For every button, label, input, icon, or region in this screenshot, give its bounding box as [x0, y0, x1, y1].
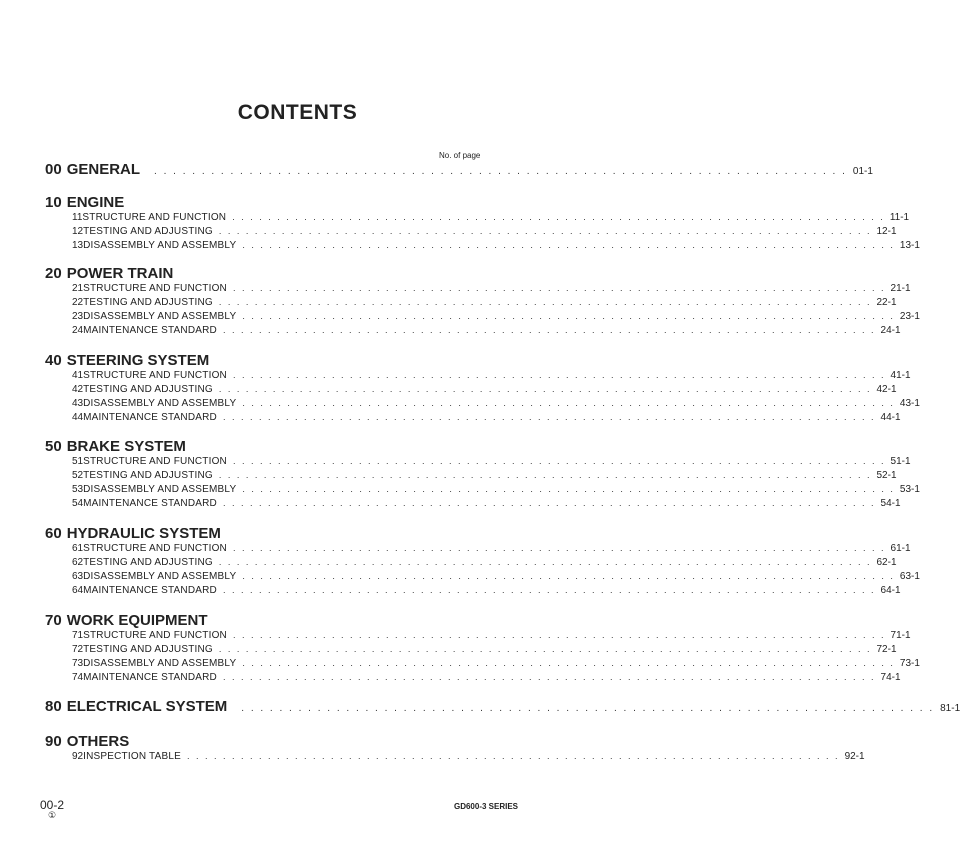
- entry-label: DISASSEMBLY AND ASSEMBLY: [83, 484, 237, 495]
- toc-entry: [72, 557, 897, 571]
- leader-dots: . . . . . . . . . . . . . . . . . . . . . . . . . . . . . . . . . . . . . . . . . . . . . . . . . . . . . . . . . . . . . . . . . . . . . . . . .: [218, 226, 872, 236]
- entry-label: DISASSEMBLY AND ASSEMBLY: [83, 240, 237, 251]
- section-heading: [45, 352, 490, 372]
- section-page: 81-1: [940, 703, 960, 714]
- entry-label: TESTING AND ADJUSTING: [83, 297, 213, 308]
- entry-number: 64: [72, 585, 84, 596]
- section-title: STEERING SYSTEM: [66, 352, 210, 369]
- footer-page-number: [40, 798, 64, 821]
- entry-page: 43-1: [899, 398, 920, 409]
- toc-entry: [72, 212, 910, 226]
- leader-dots: . . . . . . . . . . . . . . . . . . . . . . . . . . . . . . . . . . . . . . . . . . . . . . . . . . . . . . . . . . . . . . . . . . . . . . . . .: [218, 297, 872, 307]
- entry-label: STRUCTURE AND FUNCTION: [83, 630, 227, 641]
- page-title: CONTENTS: [237, 101, 358, 124]
- leader-dots: . . . . . . . . . . . . . . . . . . . . . . . . . . . . . . . . . . . . . . . . . . . . . . . . . . . . . . . . . . . . . . . . . . . . . . . . .: [232, 283, 886, 293]
- entry-label: MAINTENANCE STANDARD: [83, 585, 217, 596]
- section-title: BRAKE SYSTEM: [66, 438, 186, 455]
- leader-dots: . . . . . . . . . . . . . . . . . . . . . . . . . . . . . . . . . . . . . . . . . . . . . . . . . . . . . . . . . . . . . . . . . . . . . . . . .: [242, 571, 895, 581]
- section-number: 80: [45, 698, 62, 715]
- entry-number: 13: [72, 240, 84, 251]
- page-column-header: No. of page: [439, 151, 481, 160]
- leader-dots: . . . . . . . . . . . . . . . . . . . . . . . . . . . . . . . . . . . . . . . . . . . . . . . . . . . . . . . . . . . . . . . . . . . . . . . . .: [242, 240, 895, 250]
- entry-page: 11-1: [889, 212, 910, 223]
- toc-entry: [72, 325, 901, 339]
- leader-dots: . . . . . . . . . . . . . . . . . . . . . . . . . . . . . . . . . . . . . . . . . . . . . . . . . . . . . . . . . . . . . . . . . . . . . . . . .: [232, 630, 886, 640]
- section-heading: [45, 161, 873, 181]
- entry-label: STRUCTURE AND FUNCTION: [83, 370, 227, 381]
- section-heading: [45, 698, 960, 718]
- section-heading: [45, 525, 490, 545]
- entry-label: MAINTENANCE STANDARD: [83, 498, 217, 509]
- toc-entry: [72, 498, 901, 512]
- section-number: 00: [45, 161, 62, 178]
- entry-label: TESTING AND ADJUSTING: [83, 384, 213, 395]
- entry-number: 22: [72, 297, 84, 308]
- leader-dots: . . . . . . . . . . . . . . . . . . . . . . . . . . . . . . . . . . . . . . . . . . . . . . . . . . . . . . . . . . . . . . . . . . . . . . . . .: [218, 644, 872, 654]
- section-title: ELECTRICAL SYSTEM: [66, 698, 228, 715]
- toc-entry: [72, 543, 911, 557]
- toc-entry: [72, 226, 897, 240]
- leader-dots: . . . . . . . . . . . . . . . . . . . . . . . . . . . . . . . . . . . . . . . . . . . . . . . . . . . . . . . . . . . . . . . . . . . . . . . . .: [232, 456, 886, 466]
- leader-dots: . . . . . . . . . . . . . . . . . . . . . . . . . . . . . . . . . . . . . . . . . . . . . . . . . . . . . . . . . . . . . . . . . . . . . . . . .: [222, 412, 876, 422]
- section-page: 01-1: [852, 166, 873, 177]
- leader-dots: . . . . . . . . . . . . . . . . . . . . . . . . . . . . . . . . . . . . . . . . . . . . . . . . . . . . . . . . . . . . . . . . . . . . . . . . .: [241, 703, 935, 714]
- entry-number: 23: [72, 311, 84, 322]
- entry-label: TESTING AND ADJUSTING: [83, 557, 213, 568]
- toc-entry: [72, 456, 911, 470]
- leader-dots: . . . . . . . . . . . . . . . . . . . . . . . . . . . . . . . . . . . . . . . . . . . . . . . . . . . . . . . . . . . . . . . . . . . . . . . . .: [242, 311, 895, 321]
- section-title: WORK EQUIPMENT: [66, 612, 208, 629]
- entry-page: 22-1: [876, 297, 897, 308]
- leader-dots: . . . . . . . . . . . . . . . . . . . . . . . . . . . . . . . . . . . . . . . . . . . . . . . . . . . . . . . . . . . . . . . . . . . . . . . . .: [222, 325, 876, 335]
- section-heading: [45, 733, 490, 753]
- entry-page: 54-1: [880, 498, 901, 509]
- toc-entry: [72, 630, 911, 644]
- entry-label: STRUCTURE AND FUNCTION: [83, 283, 227, 294]
- section-number: 50: [45, 438, 62, 455]
- entry-number: 92: [72, 751, 84, 762]
- section-number: 70: [45, 612, 62, 629]
- leader-dots: . . . . . . . . . . . . . . . . . . . . . . . . . . . . . . . . . . . . . . . . . . . . . . . . . . . . . . . . . . . . . . . . . . . . . . . . .: [186, 751, 840, 761]
- entry-label: INSPECTION TABLE: [83, 751, 181, 762]
- leader-dots: . . . . . . . . . . . . . . . . . . . . . . . . . . . . . . . . . . . . . . . . . . . . . . . . . . . . . . . . . . . . . . . . . . . . . . . . .: [218, 557, 872, 567]
- entry-page: 73-1: [899, 658, 920, 669]
- section-heading: [45, 194, 490, 214]
- section-title: HYDRAULIC SYSTEM: [66, 525, 221, 542]
- section-number: 10: [45, 194, 62, 211]
- entry-number: 62: [72, 557, 84, 568]
- entry-number: 52: [72, 470, 84, 481]
- entry-page: 72-1: [876, 644, 897, 655]
- section-title: POWER TRAIN: [66, 265, 174, 282]
- section-number: 90: [45, 733, 62, 750]
- entry-page: 23-1: [899, 311, 920, 322]
- entry-page: 62-1: [876, 557, 897, 568]
- entry-number: 43: [72, 398, 84, 409]
- entry-number: 24: [72, 325, 84, 336]
- section-title: ENGINE: [66, 194, 125, 211]
- entry-label: DISASSEMBLY AND ASSEMBLY: [83, 311, 237, 322]
- toc-entry: [72, 672, 901, 686]
- leader-dots: . . . . . . . . . . . . . . . . . . . . . . . . . . . . . . . . . . . . . . . . . . . . . . . . . . . . . . . . . . . . . . . . . . . . . . . . .: [242, 398, 895, 408]
- entry-page: 42-1: [876, 384, 897, 395]
- leader-dots: . . . . . . . . . . . . . . . . . . . . . . . . . . . . . . . . . . . . . . . . . . . . . . . . . . . . . . . . . . . . . . . . . . . . . . . . .: [232, 370, 886, 380]
- toc-entry: [72, 484, 920, 498]
- entry-label: MAINTENANCE STANDARD: [83, 412, 217, 423]
- leader-dots: . . . . . . . . . . . . . . . . . . . . . . . . . . . . . . . . . . . . . . . . . . . . . . . . . . . . . . . . . . . . . . . . . . . . . . . . .: [222, 585, 876, 595]
- toc-entry: [72, 384, 897, 398]
- toc-entry: [72, 470, 897, 484]
- section-heading: [45, 265, 490, 285]
- entry-page: 51-1: [890, 456, 911, 467]
- footer-series: GD600-3 SERIES: [453, 802, 518, 811]
- entry-number: 74: [72, 672, 84, 683]
- entry-label: DISASSEMBLY AND ASSEMBLY: [83, 658, 237, 669]
- section-heading: [45, 438, 490, 458]
- toc-entry: [72, 398, 920, 412]
- toc-entry: [72, 585, 901, 599]
- leader-dots: . . . . . . . . . . . . . . . . . . . . . . . . . . . . . . . . . . . . . . . . . . . . . . . . . . . . . . . . . . . . . . . . . . . . . . . . .: [222, 672, 876, 682]
- section-number: 40: [45, 352, 62, 369]
- entry-label: DISASSEMBLY AND ASSEMBLY: [83, 398, 237, 409]
- entry-label: TESTING AND ADJUSTING: [83, 644, 213, 655]
- section-heading: [45, 612, 490, 632]
- entry-page: 44-1: [880, 412, 901, 423]
- toc-entry: [72, 297, 897, 311]
- entry-number: 12: [72, 226, 84, 237]
- leader-dots: . . . . . . . . . . . . . . . . . . . . . . . . . . . . . . . . . . . . . . . . . . . . . . . . . . . . . . . . . . . . . . . . . . . . . . . . .: [218, 470, 872, 480]
- section-number: 20: [45, 265, 62, 282]
- entry-page: 71-1: [890, 630, 911, 641]
- section-title: GENERAL: [66, 161, 141, 178]
- entry-number: 51: [72, 456, 84, 467]
- entry-page: 92-1: [844, 751, 865, 762]
- toc-entry: [72, 311, 920, 325]
- leader-dots: . . . . . . . . . . . . . . . . . . . . . . . . . . . . . . . . . . . . . . . . . . . . . . . . . . . . . . . . . . . . . . . . . . . . . . . . .: [222, 498, 876, 508]
- entry-page: 74-1: [880, 672, 901, 683]
- entry-label: TESTING AND ADJUSTING: [83, 226, 213, 237]
- entry-number: 42: [72, 384, 84, 395]
- leader-dots: . . . . . . . . . . . . . . . . . . . . . . . . . . . . . . . . . . . . . . . . . . . . . . . . . . . . . . . . . . . . . . . . . . . . . . . . .: [218, 384, 872, 394]
- entry-number: 73: [72, 658, 84, 669]
- toc-entry: [72, 370, 911, 384]
- entry-label: MAINTENANCE STANDARD: [83, 325, 217, 336]
- entry-page: 13-1: [899, 240, 920, 251]
- entry-page: 12-1: [876, 226, 897, 237]
- entry-number: 54: [72, 498, 84, 509]
- entry-number: 11: [72, 212, 83, 223]
- toc-entry: [72, 240, 920, 254]
- entry-label: TESTING AND ADJUSTING: [83, 470, 213, 481]
- entry-page: 64-1: [880, 585, 901, 596]
- leader-dots: . . . . . . . . . . . . . . . . . . . . . . . . . . . . . . . . . . . . . . . . . . . . . . . . . . . . . . . . . . . . . . . . . . . . . . . . .: [232, 543, 886, 553]
- entry-number: 41: [72, 370, 84, 381]
- entry-number: 21: [72, 283, 84, 294]
- entry-number: 53: [72, 484, 84, 495]
- toc-entry: [72, 283, 911, 297]
- entry-label: STRUCTURE AND FUNCTION: [83, 543, 227, 554]
- toc-entry: [72, 658, 920, 672]
- toc-entry: [72, 412, 901, 426]
- entry-page: 63-1: [899, 571, 920, 582]
- entry-label: STRUCTURE AND FUNCTION: [83, 456, 227, 467]
- section-title: OTHERS: [66, 733, 130, 750]
- entry-number: 63: [72, 571, 84, 582]
- toc-entry: [72, 644, 897, 658]
- entry-number: 71: [72, 630, 84, 641]
- revision-mark: ①: [48, 810, 57, 820]
- entry-page: 52-1: [876, 470, 897, 481]
- entry-page: 61-1: [890, 543, 911, 554]
- entry-page: 53-1: [899, 484, 920, 495]
- entry-page: 41-1: [890, 370, 911, 381]
- page-number: 00-2: [40, 798, 65, 812]
- toc-entry: [72, 751, 865, 765]
- entry-label: DISASSEMBLY AND ASSEMBLY: [83, 571, 237, 582]
- entry-number: 44: [72, 412, 84, 423]
- section-number: 60: [45, 525, 62, 542]
- leader-dots: . . . . . . . . . . . . . . . . . . . . . . . . . . . . . . . . . . . . . . . . . . . . . . . . . . . . . . . . . . . . . . . . . . . . . . . . .: [232, 212, 885, 222]
- entry-page: 24-1: [880, 325, 901, 336]
- entry-label: MAINTENANCE STANDARD: [83, 672, 217, 683]
- toc-entry: [72, 571, 920, 585]
- entry-page: 21-1: [890, 283, 911, 294]
- entry-number: 72: [72, 644, 84, 655]
- entry-number: 61: [72, 543, 84, 554]
- leader-dots: . . . . . . . . . . . . . . . . . . . . . . . . . . . . . . . . . . . . . . . . . . . . . . . . . . . . . . . . . . . . . . . . . . . . . . . . .: [154, 166, 847, 177]
- entry-label: STRUCTURE AND FUNCTION: [82, 212, 227, 223]
- leader-dots: . . . . . . . . . . . . . . . . . . . . . . . . . . . . . . . . . . . . . . . . . . . . . . . . . . . . . . . . . . . . . . . . . . . . . . . . .: [242, 484, 895, 494]
- leader-dots: . . . . . . . . . . . . . . . . . . . . . . . . . . . . . . . . . . . . . . . . . . . . . . . . . . . . . . . . . . . . . . . . . . . . . . . . .: [242, 658, 895, 668]
